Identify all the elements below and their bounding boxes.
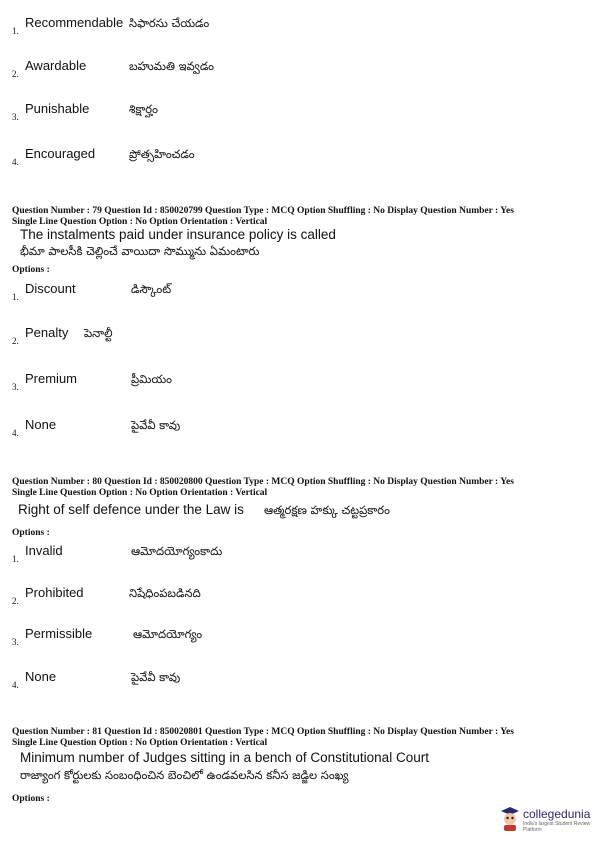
option-text-te: ఆమోదయోగ్యంకాదు — [131, 544, 223, 558]
option-text-en: None — [25, 669, 57, 684]
option-number: 3. — [12, 637, 19, 647]
question-text-en: Right of self defence under the Law is — [18, 502, 244, 517]
option-number: 1. — [12, 292, 19, 302]
option-number: 4. — [12, 680, 19, 690]
option-number: 2. — [12, 336, 19, 346]
option-text-te: పైవేవీ కావు — [131, 670, 181, 684]
question-text-te: రాజ్యాంగ కోర్టులకు సంబంధించిన బెంచిలో ఉండవలసిన కనీస జడ్జిల సంఖ్య — [20, 768, 349, 782]
option-text-te: శిక్షార్హం — [129, 102, 158, 116]
question-text-en: Minimum number of Judges sitting in a bench of Constitutional Court — [20, 750, 429, 765]
question-meta: Question Number : 79 Question Id : 850020799 Question Type : MCQ Option Shuffling : No Display Question Number : Yes Single Line Question Option : No Option Orientation : Vertical — [12, 206, 514, 227]
option-text-te: ప్రీమియం — [131, 372, 172, 386]
option-text-te: సిఫారసు చేయడం — [129, 16, 210, 30]
options-label: Options : — [12, 528, 50, 538]
option-number: 4. — [12, 157, 19, 167]
option-text-en: Awardable — [25, 58, 87, 73]
option-text-te: పైవేవీ కావు — [131, 418, 181, 432]
option-text-en: Premium — [25, 371, 78, 386]
option-text-en: None — [25, 417, 57, 432]
question-meta: Question Number : 80 Question Id : 850020800 Question Type : MCQ Option Shuffling : No Display Question Number : Yes Single Line Question Option : No Option Orientation : Vertical — [12, 477, 514, 498]
question-meta: Question Number : 81 Question Id : 850020801 Question Type : MCQ Option Shuffling : No Display Question Number : Yes Single Line Question Option : No Option Orientation : Vertical — [12, 727, 514, 748]
collegedunia-logo — [499, 803, 591, 833]
options-label: Options : — [12, 794, 50, 804]
question-text-te: భీమా పాలసీకి చెల్లించే వాయిదా సొమ్మును ఏమంటారు — [20, 244, 260, 258]
option-text-en: Discount — [25, 281, 76, 296]
option-number: 3. — [12, 382, 19, 392]
option-text-en: Invalid — [25, 543, 63, 558]
option-text-te: పెనాల్టీ — [84, 326, 113, 340]
option-text-en: Permissible — [25, 626, 93, 641]
option-text-en: Prohibited — [25, 585, 84, 600]
question-text-te: ఆత్మరక్షణ హక్కు చట్టప్రకారం — [264, 503, 390, 517]
option-number: 3. — [12, 112, 19, 122]
option-number: 1. — [12, 26, 19, 36]
option-text-en: Punishable — [25, 101, 90, 116]
option-number: 1. — [12, 554, 19, 564]
option-number: 4. — [12, 428, 19, 438]
option-text-te: డిస్కౌంట్ — [131, 282, 172, 296]
option-text-en: Recommendable — [25, 15, 124, 30]
option-number: 2. — [12, 596, 19, 606]
option-text-te: ప్రోత్సహించడం — [129, 147, 195, 161]
question-text-en: The instalments paid under insurance policy is called — [20, 227, 336, 242]
option-text-en: Penalty — [25, 325, 69, 340]
option-text-en: Encouraged — [25, 146, 96, 161]
option-text-te: నిషేధింపబడినది — [129, 586, 201, 600]
logo-name: collegedunia — [523, 807, 591, 821]
options-label: Options : — [12, 265, 50, 275]
option-number: 2. — [12, 69, 19, 79]
mascot-icon — [499, 805, 521, 831]
logo-tagline: India's largest Student Review Platform — [523, 821, 591, 833]
option-text-te: ఆమోదయోగ్యం — [133, 627, 203, 641]
option-text-te: బహుమతి ఇవ్వడం — [129, 59, 214, 73]
